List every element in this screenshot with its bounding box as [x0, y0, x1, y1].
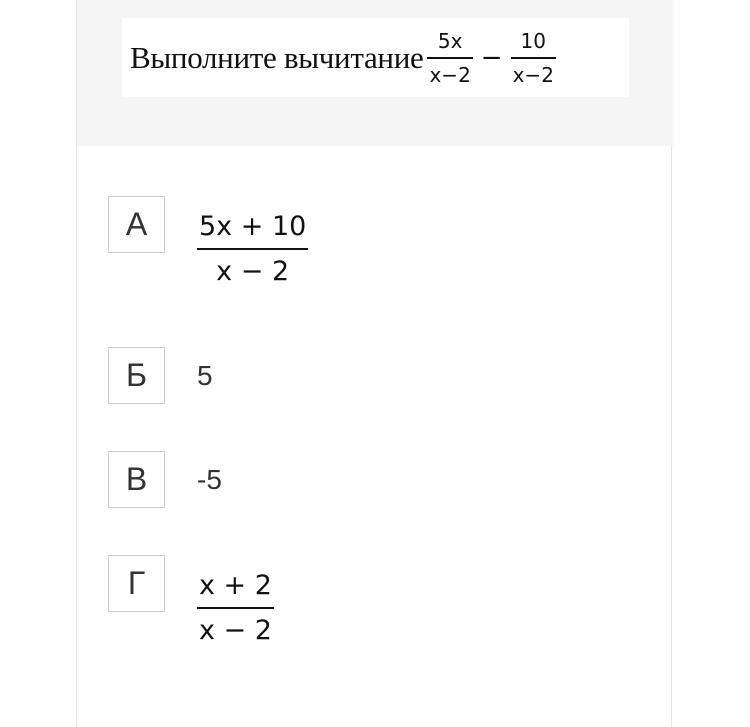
answer-option-d[interactable] — [108, 555, 274, 644]
option-value — [197, 210, 308, 285]
fraction-numerator: 5x + 10 — [199, 211, 307, 242]
option-letter-box[interactable]: Б — [108, 347, 165, 404]
option-letter-box[interactable]: А — [108, 196, 165, 253]
question-fraction-2 — [511, 28, 556, 87]
option-fraction — [197, 572, 274, 644]
question-area — [77, 0, 673, 146]
answer-option-b[interactable] — [108, 347, 213, 404]
question-image — [122, 18, 629, 97]
option-value: -5 — [197, 464, 222, 495]
option-letter-box[interactable]: Г — [108, 555, 165, 612]
answer-option-c[interactable] — [108, 451, 222, 508]
answer-option-a[interactable] — [108, 196, 308, 285]
fraction-denominator: x−2 — [512, 62, 554, 87]
question-fraction-1 — [427, 28, 472, 87]
fraction-numerator: 10 — [520, 28, 546, 53]
question-text: Выполните вычитание — [130, 39, 424, 75]
minus-operator: − — [480, 42, 503, 73]
fraction-numerator: 5x — [437, 28, 463, 53]
fraction-denominator: x − 2 — [216, 256, 290, 287]
quiz-card — [76, 0, 672, 727]
option-fraction — [197, 213, 308, 285]
option-letter-box[interactable]: В — [108, 451, 165, 508]
fraction-denominator: x−2 — [429, 62, 471, 87]
fraction-denominator: x − 2 — [199, 615, 272, 646]
fraction-numerator: x + 2 — [199, 570, 272, 601]
option-value: 5 — [197, 360, 213, 391]
option-value — [197, 569, 274, 644]
